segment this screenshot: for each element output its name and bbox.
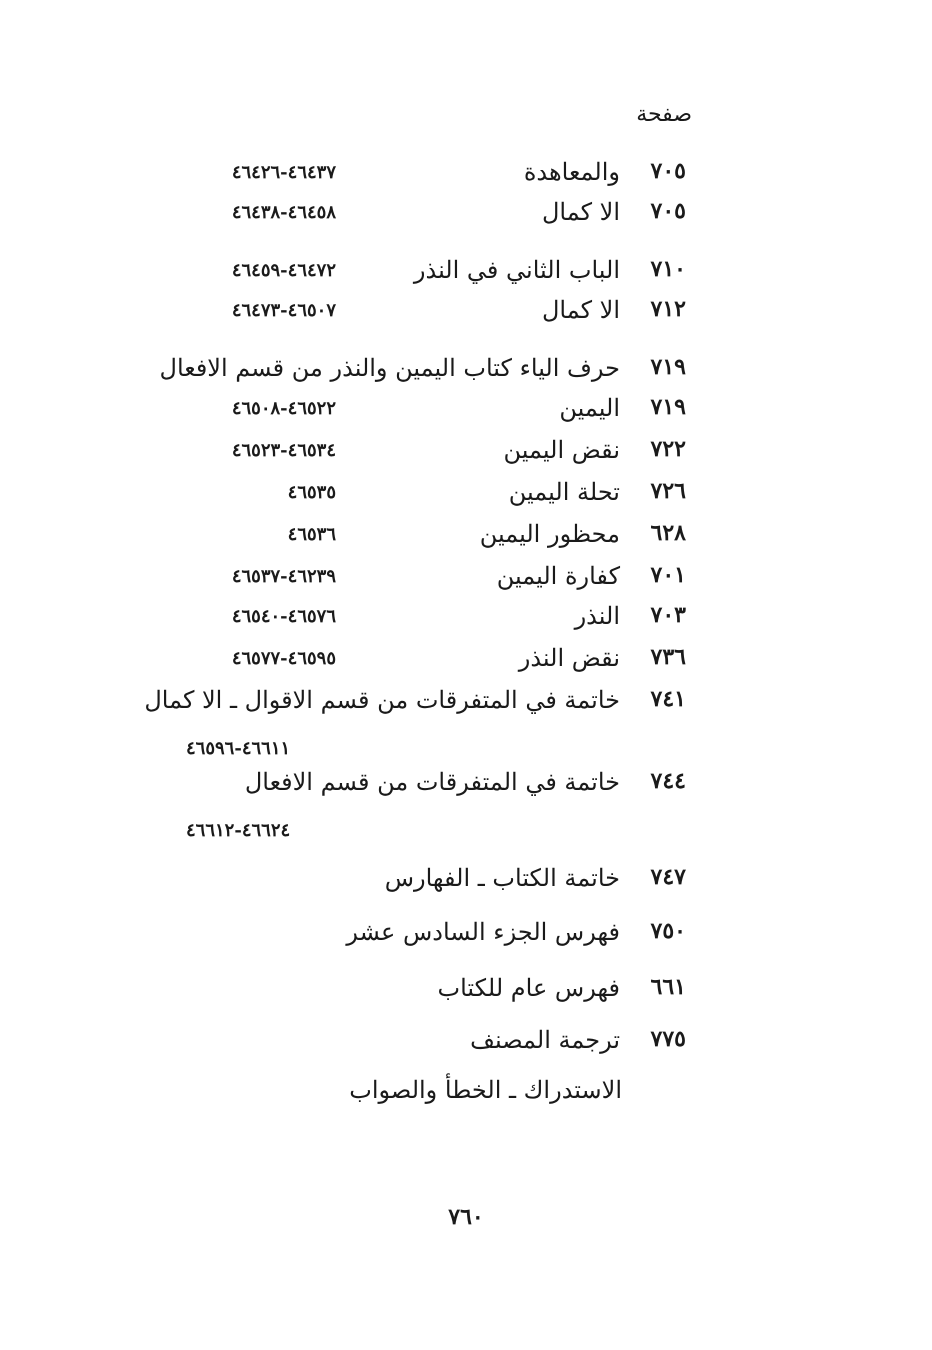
- index-entry: [0, 918, 932, 952]
- index-entry: [0, 256, 932, 290]
- entry-hadith-range: ٤٦٥٣٥: [287, 482, 336, 503]
- entry-page-number: ٦٦١: [650, 974, 686, 1000]
- entry-hadith-range: ٤٦٥٣٤-٤٦٥٢٣: [231, 440, 336, 461]
- entry-title: الباب الثاني في النذر: [413, 256, 620, 284]
- entry-hadith-range: ٤٦٥٧٦-٤٦٥٤٠: [231, 606, 336, 627]
- entry-title: الاستدراك ـ الخطأ والصواب: [349, 1076, 622, 1104]
- index-entry: [0, 686, 932, 720]
- entry-title: نقض النذر: [518, 644, 620, 672]
- entry-page-number: ٧٧٥: [650, 1026, 686, 1052]
- entry-hadith-range: ٤٦٤٧٢-٤٦٤٥٩: [231, 260, 336, 281]
- entry-title: كفارة اليمين: [496, 562, 620, 590]
- entry-hadith-range: ٤٦٥٢٢-٤٦٥٠٨: [231, 398, 336, 419]
- page-column-header: صفحة: [636, 102, 692, 127]
- index-entry: [0, 602, 932, 636]
- index-entry: [0, 768, 932, 802]
- entry-title: النذر: [574, 602, 620, 630]
- entry-hadith-range: ٤٦٥٩٥-٤٦٥٧٧: [231, 648, 336, 669]
- entry-page-number: ٧٥٠: [650, 918, 686, 944]
- entry-page-number: ٧٤١: [650, 686, 686, 712]
- entry-title: نقض اليمين: [503, 436, 620, 464]
- entry-page-number: ٧٤٧: [650, 864, 686, 890]
- entry-page-number: ٦٢٨: [650, 520, 686, 546]
- entry-page-number: ٧٢٢: [650, 436, 686, 462]
- entry-hadith-range: ٤٦٥٠٧-٤٦٤٧٣: [231, 300, 336, 321]
- entry-title: الا كمال: [541, 198, 620, 226]
- entry-title: خاتمة في المتفرقات من قسم الافعال: [244, 768, 620, 796]
- index-entry: [0, 158, 932, 192]
- entry-title: محظور اليمين: [479, 520, 620, 548]
- entry-page-number: ٧٠١: [650, 562, 686, 588]
- index-entry: [0, 644, 932, 678]
- entry-hadith-range: ٤٦٦١١-٤٦٥٩٦: [186, 738, 291, 759]
- entry-page-number: ٧١٢: [650, 296, 686, 322]
- entry-title: فهرس الجزء السادس عشر: [346, 918, 620, 946]
- index-entry: [0, 354, 932, 388]
- entry-page-number: ٧١٠: [650, 256, 686, 282]
- entry-title: ترجمة المصنف: [470, 1026, 620, 1054]
- index-entry: [0, 562, 932, 596]
- entry-hadith-range: ٤٦٤٣٧-٤٦٤٢٦: [231, 162, 336, 183]
- index-entry: [0, 478, 932, 512]
- entry-title: خاتمة الكتاب ـ الفهارس: [384, 864, 620, 892]
- entry-hadith-range: ٤٦٢٣٩-٤٦٥٣٧: [231, 566, 336, 587]
- entry-page-number: ٧١٩: [650, 354, 686, 380]
- index-entry: [0, 198, 932, 232]
- entry-page-number: ٧٢٦: [650, 478, 686, 504]
- entry-title: حرف الياء كتاب اليمين والنذر من قسم الافعال: [159, 354, 620, 382]
- entry-title: فهرس عام للكتاب: [437, 974, 620, 1002]
- entry-hadith-range: ٤٦٤٥٨-٤٦٤٣٨: [231, 202, 336, 223]
- entry-page-number: ٧٣٦: [650, 644, 686, 670]
- entry-page-number: ٧٠٥: [650, 198, 686, 224]
- entry-page-number: ٧١٩: [650, 394, 686, 420]
- index-entry: [0, 1076, 932, 1110]
- page-footer-number: ٧٦٠: [448, 1204, 484, 1230]
- index-entry: [0, 1026, 932, 1060]
- entry-page-number: ٧٠٣: [650, 602, 686, 628]
- index-entry: [0, 864, 932, 898]
- entry-title: خاتمة في المتفرقات من قسم الاقوال ـ الا كمال: [144, 686, 620, 714]
- index-entry: [0, 394, 932, 428]
- index-entry: [0, 974, 932, 1008]
- entry-hadith-range: ٤٦٦٢٤-٤٦٦١٢: [186, 820, 291, 841]
- entry-hadith-range: ٤٦٥٣٦: [287, 524, 336, 545]
- index-entry: [0, 296, 932, 330]
- index-entry: [0, 436, 932, 470]
- entry-title: الا كمال: [541, 296, 620, 324]
- entry-title: تحلة اليمين: [508, 478, 620, 506]
- index-entry: [0, 520, 932, 554]
- entry-page-number: ٧٠٥: [650, 158, 686, 184]
- entry-page-number: ٧٤٤: [650, 768, 686, 794]
- entry-title: والمعاهدة: [523, 158, 620, 186]
- entry-title: اليمين: [559, 394, 620, 422]
